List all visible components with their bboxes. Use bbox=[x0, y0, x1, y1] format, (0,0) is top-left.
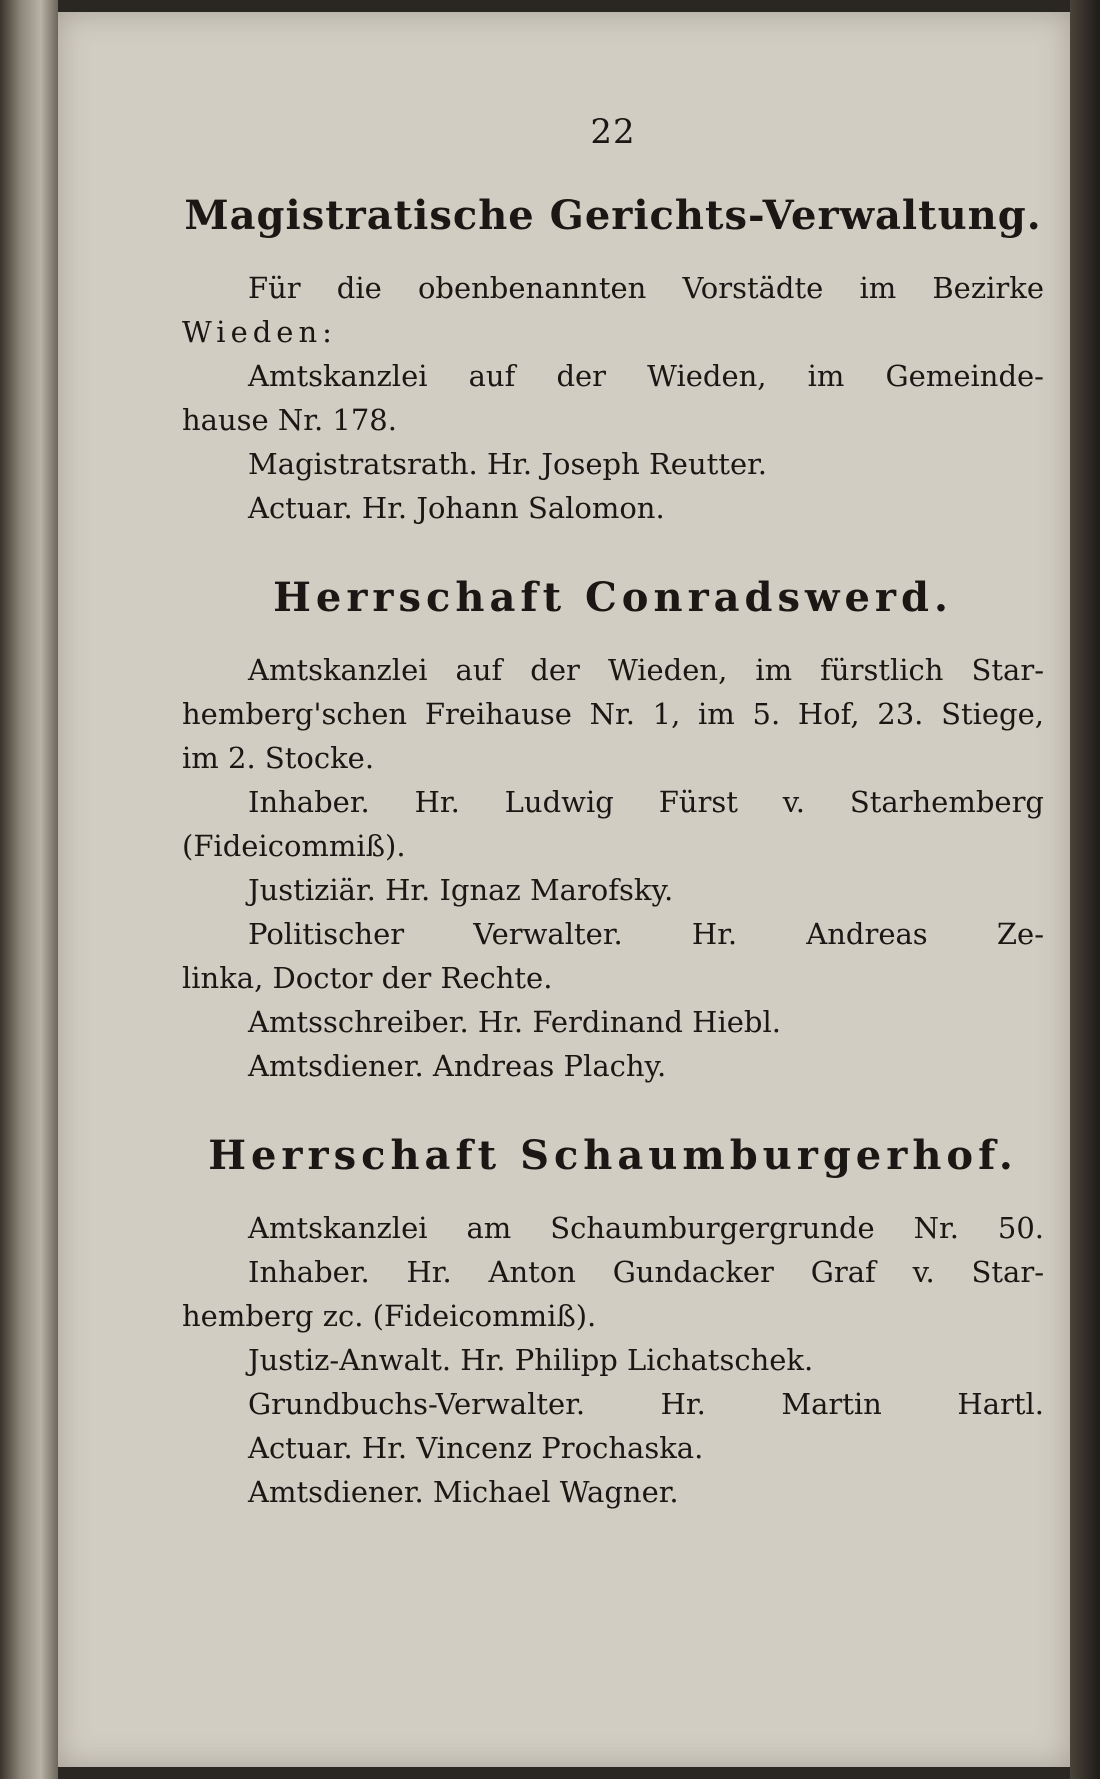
text-line: Amtskanzlei am Schaumburgergrunde Nr. 50. bbox=[248, 1211, 1044, 1245]
text-line: Amtskanzlei auf der Wieden, im Gemeinde- bbox=[248, 359, 1044, 393]
text-line: Politischer Verwalter. Hr. Andreas Ze- bbox=[248, 917, 1044, 951]
text-line: linka, Doctor der Rechte. bbox=[182, 961, 553, 995]
book-page bbox=[58, 12, 1070, 1767]
text-line: Grundbuchs-Verwalter. Hr. Martin Hartl. bbox=[248, 1387, 1044, 1421]
left-page-edge bbox=[0, 0, 58, 1779]
text-line: Für die obenbenannten Vorstädte im Bezirke bbox=[248, 271, 1044, 305]
text-line: Actuar. Hr. Johann Salomon. bbox=[248, 491, 665, 525]
text-line: Amtskanzlei auf der Wieden, im fürstlich Star- bbox=[248, 653, 1044, 687]
text-line: Justiziär. Hr. Ignaz Marofsky. bbox=[248, 873, 674, 907]
section-heading-conradswerd: Herrschaft Conradswerd. bbox=[273, 574, 953, 621]
text-line: Actuar. Hr. Vincenz Prochaska. bbox=[248, 1431, 704, 1465]
section-heading-schaumburgerhof: Herrschaft Schaumburgerhof. bbox=[208, 1132, 1018, 1179]
text-line: Wieden: bbox=[182, 315, 337, 349]
text-line: hemberg zc. (Fideicommiß). bbox=[182, 1299, 597, 1333]
section-heading-magistrate: Magistratische Gerichts-Verwaltung. bbox=[184, 192, 1042, 239]
text-line: hemberg'schen Freihause Nr. 1, im 5. Hof, 23. Stiege, bbox=[182, 697, 1044, 731]
text-line: hause Nr. 178. bbox=[182, 403, 397, 437]
text-line: Magistratsrath. Hr. Joseph Reutter. bbox=[248, 447, 767, 481]
page-number: 22 bbox=[590, 112, 636, 152]
text-line: Inhaber. Hr. Ludwig Fürst v. Starhemberg bbox=[248, 785, 1044, 819]
text-line: Inhaber. Hr. Anton Gundacker Graf v. Star- bbox=[248, 1255, 1044, 1289]
text-line: Amtsdiener. Andreas Plachy. bbox=[248, 1049, 667, 1083]
right-binding-edge bbox=[1070, 0, 1100, 1779]
text-line: Amtsdiener. Michael Wagner. bbox=[248, 1475, 679, 1509]
text-line: Amtsschreiber. Hr. Ferdinand Hiebl. bbox=[248, 1005, 781, 1039]
text-line: (Fideicommiß). bbox=[182, 829, 406, 863]
text-line: im 2. Stocke. bbox=[182, 741, 375, 775]
text-line: Justiz-Anwalt. Hr. Philipp Lichatschek. bbox=[248, 1343, 814, 1377]
